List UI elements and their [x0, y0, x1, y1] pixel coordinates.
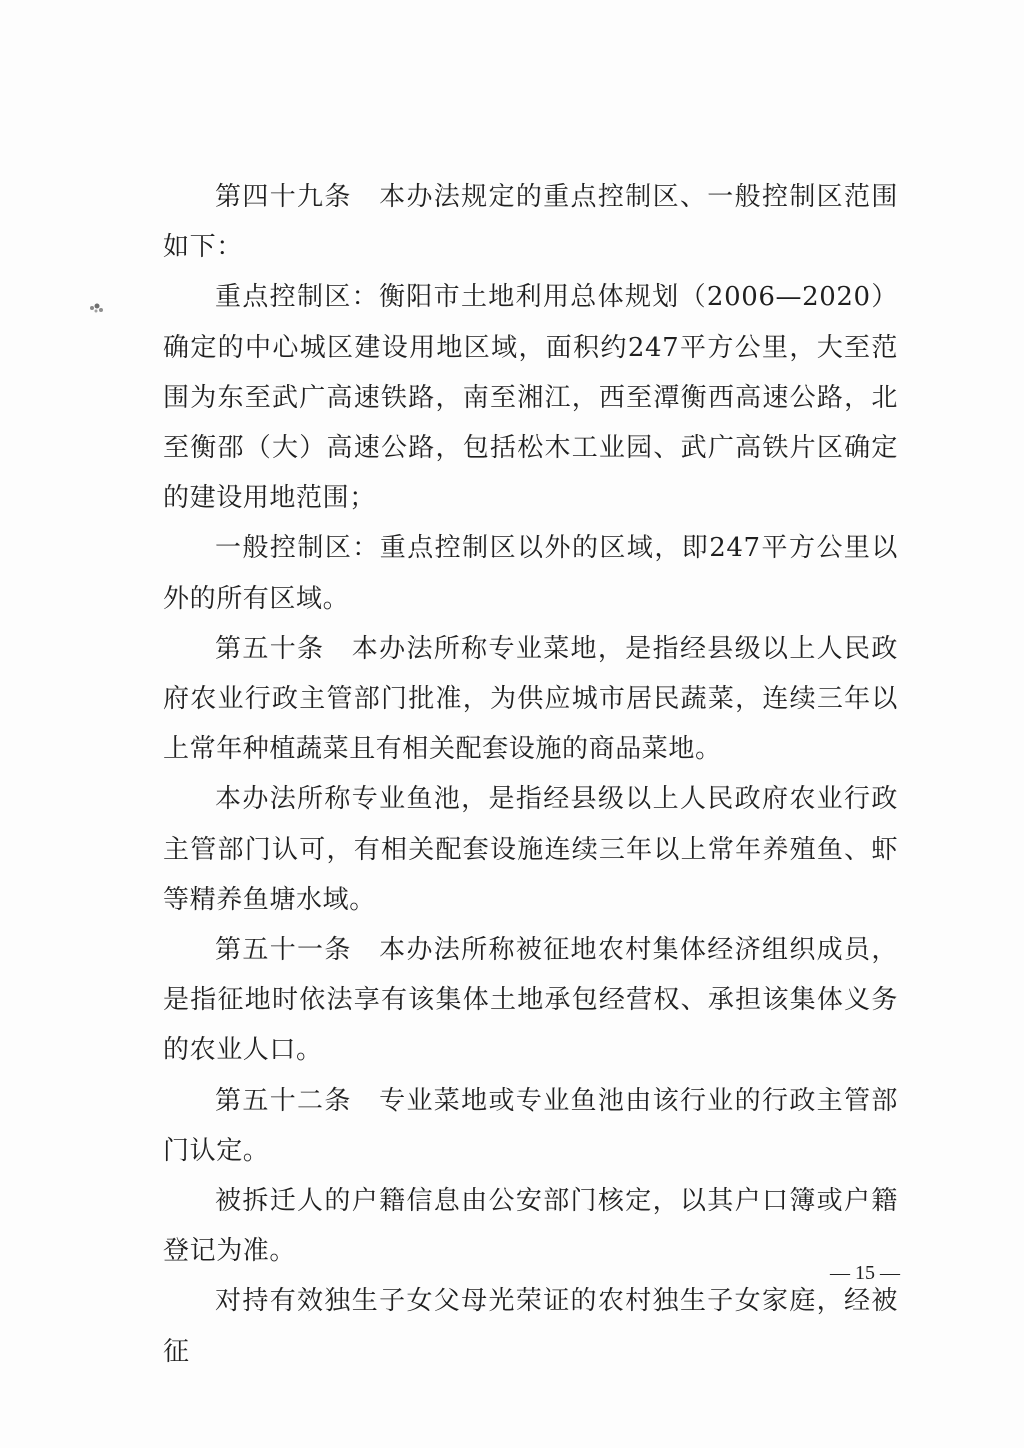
article-51-paragraph: 第五十一条 本办法所称被征地农村集体经济组织成员，是指征地时依法享有该集体土地承包经营权、承担该集体义务的农业人口。 [163, 935, 898, 1066]
general-control-zone-paragraph: 一般控制区：重点控制区以外的区域，即247平方公里以外的所有区域。 [163, 533, 898, 614]
article-50-paragraph: 第五十条 本办法所称专业菜地，是指经县级以上人民政府农业行政主管部门批准，为供应城市居民蔬菜，连续三年以上常年种植蔬菜且有相关配套设施的商品菜地。 [163, 633, 898, 765]
page-number: — 15 — [830, 1262, 900, 1284]
document-body [163, 172, 898, 1377]
key-control-zone-paragraph: 重点控制区：衡阳市土地利用总体规划（2006—2020）确定的中心城区建设用地区域，面积约247平方公里，大至范围为东至武广高速铁路，南至湘江，西至潭衡西高速公路，北至衡邵（大）高速公路，包括松木工业园、武广高铁片区确定的建设用地范围； [163, 282, 898, 514]
scan-speck-mark [86, 300, 108, 316]
article-52-paragraph: 第五十二条 专业菜地或专业鱼池由该行业的行政主管部门认定。 [163, 1085, 898, 1166]
household-registration-paragraph: 被拆迁人的户籍信息由公安部门核定，以其户口簿或户籍登记为准。 [163, 1186, 898, 1267]
fish-pond-definition-paragraph: 本办法所称专业鱼池，是指经县级以上人民政府农业行政主管部门认可，有相关配套设施连续三年以上常年养殖鱼、虾等精养鱼塘水域。 [163, 784, 898, 915]
article-49-paragraph: 第四十九条 本办法规定的重点控制区、一般控制区范围如下： [163, 182, 898, 263]
only-child-family-paragraph: 对持有效独生子女父母光荣证的农村独生子女家庭，经被征 [163, 1286, 898, 1367]
